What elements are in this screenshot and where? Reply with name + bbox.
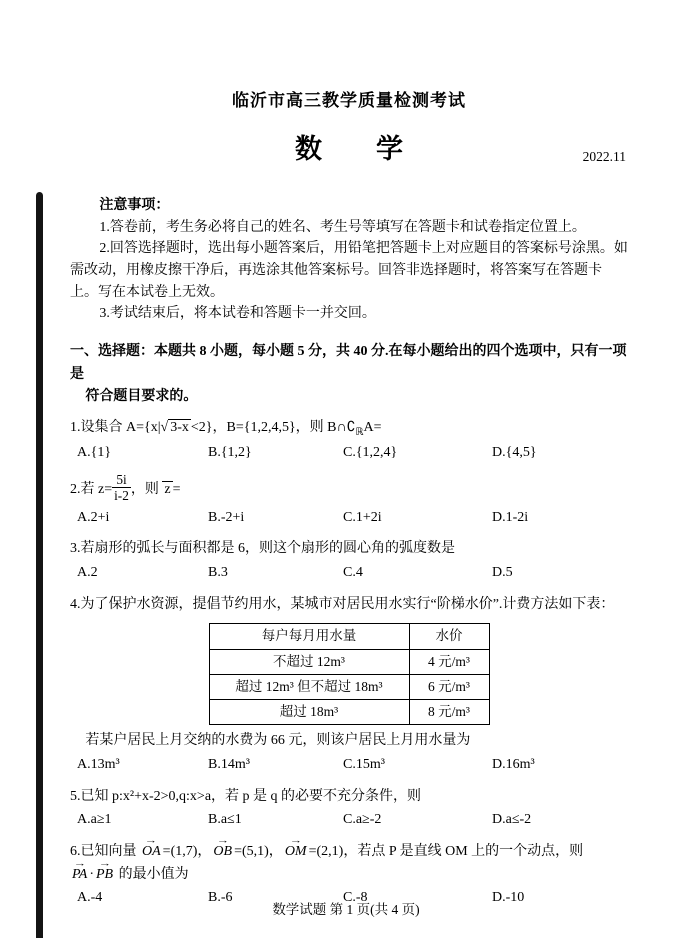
table-cell-usage: 超过 12m³ 但不超过 18m³ bbox=[209, 674, 409, 699]
option-d: D.1-2i bbox=[492, 509, 529, 525]
subject-title: 数 学 bbox=[295, 134, 403, 164]
option-d: D.a≤-2 bbox=[492, 812, 532, 828]
table-row bbox=[209, 700, 489, 725]
option-a: A.13m³ bbox=[77, 757, 120, 772]
table-cell-usage: 超过 18m³ bbox=[209, 700, 409, 725]
option-b: B.14m³ bbox=[208, 757, 250, 772]
table-header-row bbox=[209, 624, 489, 649]
question-4-note: 若某户居民上月交纳的水费为 66 元，则该户居民上月用水量为 bbox=[85, 733, 471, 749]
notice-item-3: 3.考试结束后，将本试卷和答题卡一并交回。 bbox=[99, 306, 376, 322]
question-2-options bbox=[70, 507, 628, 530]
q6-pre: 6.已知向量 bbox=[70, 844, 140, 860]
question-3-text: 3.若扇形的弧长与面积都是 6，则这个扇形的圆心角的弧度数是 bbox=[70, 541, 455, 557]
question-3-options bbox=[70, 562, 628, 585]
question-5 bbox=[70, 786, 628, 832]
option-a: A.2 bbox=[77, 564, 98, 580]
option-b: B.-6 bbox=[208, 890, 233, 906]
scan-binding-bar bbox=[36, 192, 43, 938]
option-c: C.a≥-2 bbox=[343, 812, 382, 828]
option-b: B.{1,2} bbox=[208, 445, 252, 461]
section-heading-line2: 符合题目要求的。 bbox=[85, 388, 198, 404]
table-header-usage: 每户每月用水量 bbox=[209, 624, 409, 649]
option-a: A.-4 bbox=[77, 890, 103, 906]
q2-pre: 2.若 z= bbox=[70, 482, 113, 498]
section-heading bbox=[70, 341, 628, 408]
notice-section bbox=[70, 195, 628, 325]
q2-post: = bbox=[172, 482, 181, 498]
option-b: B.a≤1 bbox=[208, 812, 242, 828]
question-4-text: 4.为了保护水资源，提倡节约用水，某城市对居民用水实行“阶梯水价”.计费方法如下表： bbox=[70, 596, 615, 612]
question-1-options bbox=[70, 442, 628, 465]
q6-val-om: =(2,1)，若点 P 是直线 OM 上的一个动点，则 bbox=[308, 844, 584, 860]
q2-mid: ，则 bbox=[130, 482, 163, 498]
table-row bbox=[209, 674, 489, 699]
page-title: 临沂市高三教学质量检测考试 bbox=[232, 91, 466, 110]
notice-item-1: 1.答卷前，考生务必将自己的姓名、考生号等填写在答题卡和试卷指定位置上。 bbox=[99, 219, 586, 235]
option-b: B.3 bbox=[208, 564, 228, 580]
question-2 bbox=[70, 474, 628, 529]
option-c: C.-8 bbox=[343, 890, 368, 906]
vector-ob: OB → bbox=[213, 841, 232, 864]
table-header-price: 水价 bbox=[409, 624, 489, 649]
z-conjugate: z bbox=[164, 482, 171, 498]
option-d: D.-10 bbox=[492, 890, 525, 906]
fraction-numerator: 5i bbox=[112, 472, 131, 488]
question-5-options bbox=[70, 809, 628, 832]
page-footer: 数学试题 第 1 页(共 4 页) bbox=[272, 902, 420, 917]
subject-row bbox=[70, 127, 628, 171]
option-c: C.{1,2,4} bbox=[343, 445, 398, 461]
question-6-text-line2 bbox=[70, 864, 628, 887]
option-c: C.15m³ bbox=[343, 757, 385, 772]
notice-item-2: 2.回答选择题时，选出每小题答案后，用铅笔把答题卡上对应题目的答案标号涂黑。如需改动，用橡皮擦干净后，再选涂其他答案标号。回答非选择题时，将答案写在答题卡上。写在本试卷上无效。 bbox=[70, 241, 628, 300]
question-3 bbox=[70, 538, 628, 584]
dot-product-symbol: · bbox=[89, 866, 94, 882]
vector-om: OM → bbox=[285, 841, 307, 864]
question-5-text: 5.已知 p:x²+x-2>0,q:x>a，若 p 是 q 的必要不充分条件，则 bbox=[70, 788, 422, 804]
option-d: D.16m³ bbox=[492, 757, 535, 772]
question-4 bbox=[70, 594, 628, 777]
exam-date: 2022.11 bbox=[582, 149, 626, 164]
q1-post: A= bbox=[363, 420, 382, 436]
option-c: C.1+2i bbox=[343, 509, 382, 525]
q1-mid: <2}，B={1,2,4,5}，则 B∩∁ bbox=[190, 420, 356, 436]
question-4-options bbox=[70, 754, 628, 777]
option-a: A.a≥1 bbox=[77, 812, 112, 828]
question-6-text-line1 bbox=[70, 841, 628, 864]
complement-subscript: ℝ bbox=[355, 427, 364, 439]
table-row bbox=[209, 649, 489, 674]
option-b: B.-2+i bbox=[208, 509, 245, 525]
option-d: D.5 bbox=[492, 564, 513, 580]
table-cell-price: 8 元/m³ bbox=[409, 700, 489, 725]
option-a: A.2+i bbox=[77, 509, 110, 525]
vector-oa: OA → bbox=[142, 841, 161, 864]
section-heading-line1: 一、选择题：本题共 8 小题，每小题 5 分，共 40 分.在每小题给出的四个选项中，只有一项是 bbox=[70, 344, 627, 382]
fraction bbox=[112, 472, 131, 504]
fraction-denominator: i-2 bbox=[114, 488, 129, 504]
q6-val-oa: =(1,7)， bbox=[162, 844, 212, 860]
vector-pb: PB → bbox=[96, 864, 113, 887]
question-2-text bbox=[70, 474, 628, 506]
option-a: A.{1} bbox=[77, 445, 112, 461]
table-cell-price: 6 元/m³ bbox=[409, 674, 489, 699]
q6-val-ob: =(5,1)， bbox=[234, 844, 283, 860]
table-cell-price: 4 元/m³ bbox=[409, 649, 489, 674]
question-1 bbox=[70, 417, 628, 465]
option-d: D.{4,5} bbox=[492, 445, 537, 461]
notice-heading: 注意事项： bbox=[99, 198, 170, 213]
q6-tail: 的最小值为 bbox=[115, 866, 189, 882]
option-c: C.4 bbox=[343, 564, 363, 580]
question-1-text bbox=[70, 417, 628, 441]
q1-pre: 1.设集合 A={x|√ bbox=[70, 420, 169, 436]
water-price-table bbox=[209, 623, 490, 725]
vector-pa: PA → bbox=[72, 864, 87, 887]
radicand: 3-x bbox=[170, 420, 189, 436]
table-cell-usage: 不超过 12m³ bbox=[209, 649, 409, 674]
